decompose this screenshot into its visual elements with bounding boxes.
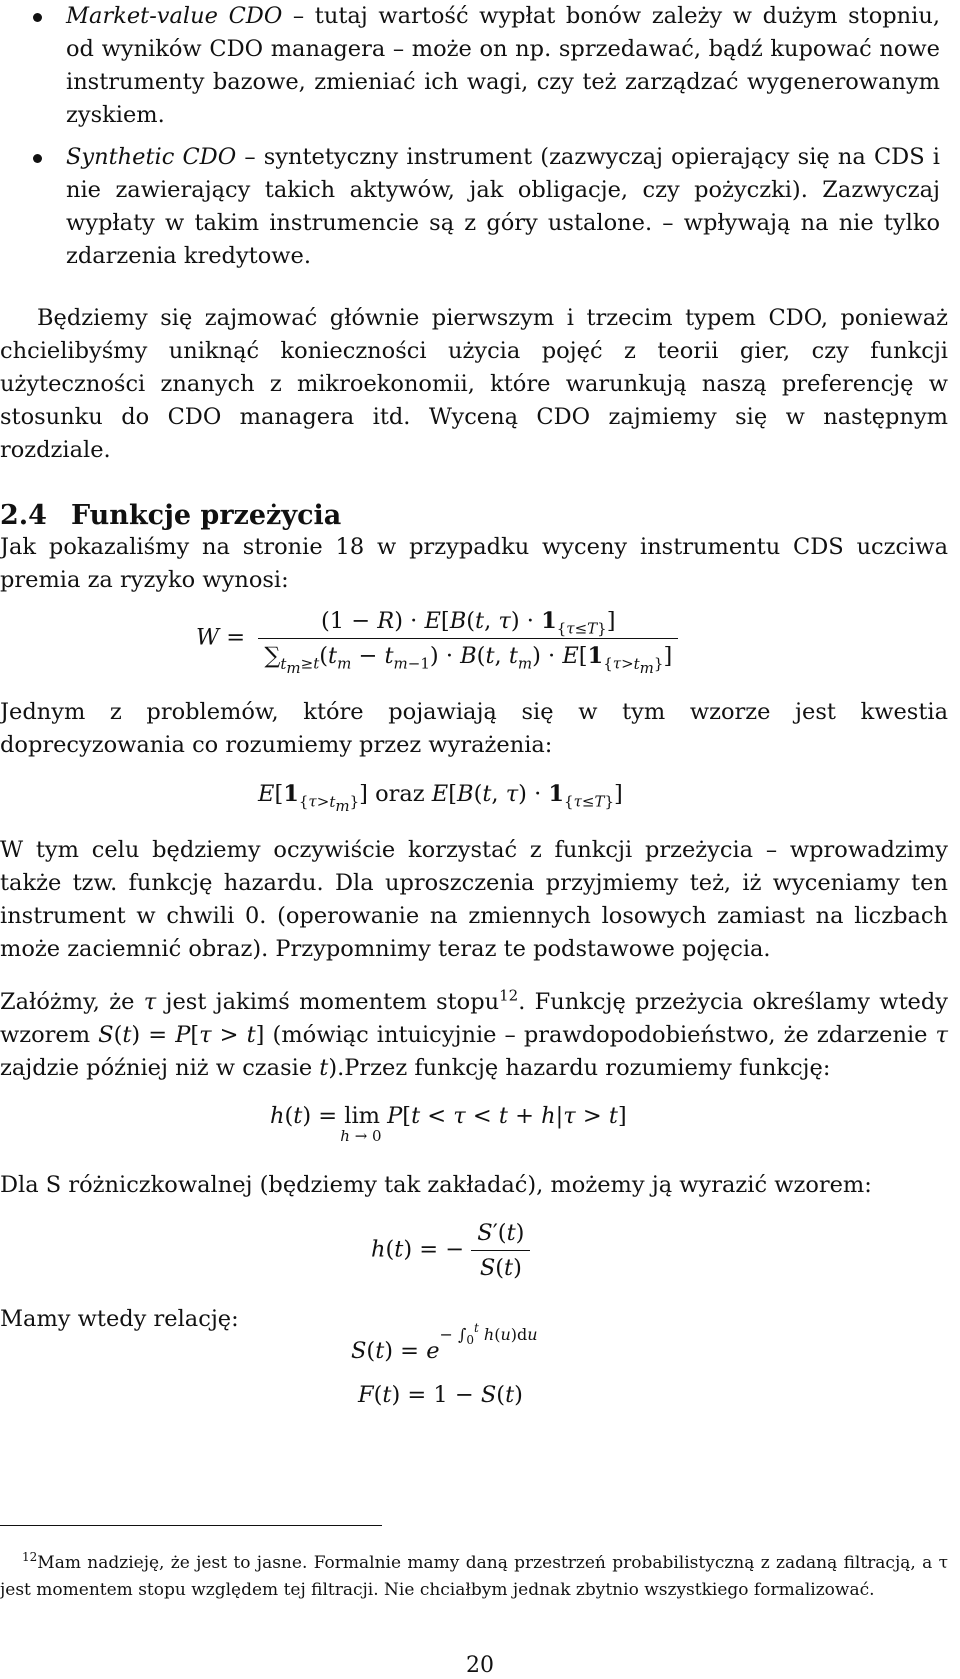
list-item-text (66, 141, 940, 273)
section-heading (0, 500, 341, 531)
footnote-ref: 12 (499, 986, 519, 1005)
formula-cdf: F(t) = 1 − S(t) (358, 1382, 523, 1408)
paragraph: W tym celu będziemy oczywiście korzystać z funkcji przeżycia – wprowadzimy także tzw. funkcję hazardu. Dla uproszczenia przyjmiemy też, iż wyceniamy ten instrument w chwili 0. (operowanie na zmiennych losowych zamiast na liczbach może zaciemnić obraz). Przypomnimy teraz te podstawowe pojęcia. (0, 837, 948, 962)
paragraph: Jak pokazaliśmy na stronie 18 w przypadku wyceny instrumentu CDS uczciwa premia za ryzyko wynosi: (0, 534, 948, 593)
list-item-term: Market-value CDO (66, 3, 283, 29)
list-item (40, 0, 940, 132)
footnote-text: Mam nadzieję, że jest to jasne. Formalnie mamy daną przestrzeń probabilistyczną z zadaną filtracją, a τ jest momentem stopu względem tej filtracji. Nie chciałbym jednak zbytnio wszystkiego formalizować. (0, 1553, 948, 1600)
formula-hazard-derivative: h(t) = − $\frac{S'(t)}{S(t)}$ (371, 1220, 530, 1281)
conjunction-text: oraz (375, 781, 425, 807)
footnote-mark: 12 (22, 1550, 38, 1565)
section-title: Funkcje przeżycia (70, 500, 342, 531)
footnote (0, 1550, 948, 1604)
formula-premium: W = $\frac{(1 - R) \cdot E[B(t, \tau) \cdot 1_{\{\tau\le T\}}]}{\sum_{t_m\ge t}(t_m - t_{m-1}) \cdot B(t, t_m) \cdot E[1_{\{\tau>t_m\}}]}$ (196, 608, 678, 669)
formula-expressions: $E[1_{\{\tau>t_m\}}]$ oraz E[B(t, $\tau) \cdot 1_{\{\tau\le T\}}$] (258, 781, 623, 815)
page-number: 20 (466, 1653, 494, 1678)
list-item-description: – syntetyczny instrument (zazwyczaj opierający się na CDS i nie zawierający takich aktywów, jak obligacje, czy pożyczki). Zazwyczaj wypłaty w takim instrumencie są z góry ustalone. – wpływają na nie tylko zdarzenia kredytowe. (66, 144, 940, 269)
footnote-rule (0, 1525, 382, 1526)
list-item-term: Synthetic CDO (66, 144, 237, 170)
formula-survival: $S(t) = e^{- \int_0^t h(u)du}$ (351, 1320, 538, 1364)
list-item-text (66, 0, 940, 132)
bullet-dot (33, 154, 42, 163)
list-item-description: – tutaj wartość wypłat bonów zależy w dużym stopniu, od wyników CDO managera – może on np. sprzedawać, bądź kupować nowe instrumenty bazowe, zmieniać ich wagi, czy też zarządzać wygenerowanym zyskiem. (66, 3, 940, 128)
paragraph-intro: Będziemy się zajmować głównie pierwszym i trzecim typem CDO, ponieważ chcielibyśmy uniknąć konieczności użycia pojęć z teorii gier, czy funkcji użyteczności znanych z mikroekonomii, które warunkują naszą preferencję w stosunku do CDO managera itd. Wyceną CDO zajmiemy się w następnym rozdziale. (0, 305, 948, 463)
paragraph: Jednym z problemów, które pojawiają się w tym wzorze jest kwestia doprecyzowania co rozumiemy przez wyrażenia: (0, 699, 948, 758)
formula-hazard: h(t) = lim h → 0 P[t < τ < t + h|τ > t] (270, 1103, 627, 1145)
list-item (40, 141, 940, 273)
paragraph-stopping-time: Załóżmy, że τ jest jakimś momentem stopu$^{12}$. Funkcję przeżycia określamy wtedy wzorem S(t) = P[τ > t] (mówiąc intuicyjnie – prawdopodobieństwo, że zdarzenie τ zajdzie później niż w czasie t).Przez funkcję hazardu rozumiemy funkcję: (0, 986, 948, 1081)
bullet-dot (33, 13, 42, 22)
paragraph: Dla S różniczkowalnej (będziemy tak zakładać), możemy ją wyrazić wzorem: (0, 1172, 872, 1198)
paragraph: Mamy wtedy relację: (0, 1306, 239, 1332)
section-number: 2.4 (0, 500, 47, 531)
